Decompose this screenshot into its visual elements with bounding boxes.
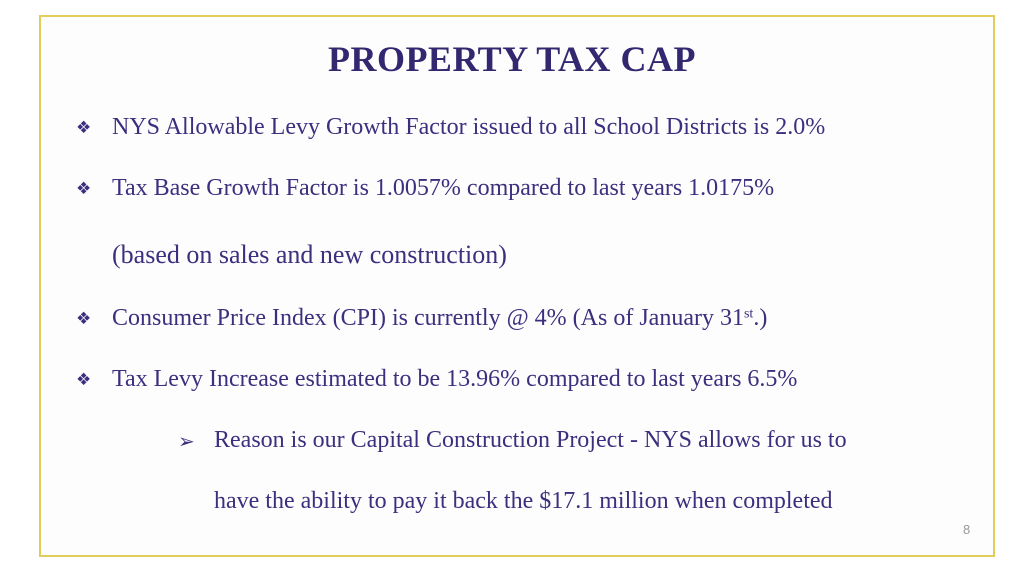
- slide-border-frame: [39, 15, 995, 557]
- bullet-continuation-text: (based on sales and new construction): [112, 240, 507, 269]
- bullet-text-levy-growth-factor: NYS Allowable Levy Growth Factor issued to all School Districts is 2.0%: [112, 114, 826, 140]
- diamond-bullet-icon: ❖: [76, 309, 92, 329]
- arrowhead-bullet-icon: ➢: [178, 429, 195, 453]
- page-number: 8: [963, 522, 971, 537]
- diamond-bullet-icon: ❖: [76, 118, 92, 138]
- bullet-text-tax-base-growth: Tax Base Growth Factor is 1.0057% compared to last years 1.0175%: [112, 175, 775, 201]
- sub-bullet-text-line-2: have the ability to pay it back the $17.1 million when completed: [214, 488, 833, 514]
- bullet-text-tax-levy-increase: Tax Levy Increase estimated to be 13.96% compared to last years 6.5%: [112, 366, 798, 392]
- bullet-text-cpi: [112, 305, 767, 332]
- sub-bullet-text-line-1: Reason is our Capital Construction Project - NYS allows for us to: [214, 427, 847, 453]
- cpi-text-end: .): [753, 305, 768, 331]
- diamond-bullet-icon: ❖: [76, 370, 92, 390]
- diamond-bullet-icon: ❖: [76, 179, 92, 199]
- cpi-text: Consumer Price Index (CPI) is currently @ 4% (As of January 31: [112, 305, 744, 331]
- cpi-superscript: st: [743, 306, 754, 322]
- slide-title: PROPERTY TAX CAP: [327, 39, 697, 79]
